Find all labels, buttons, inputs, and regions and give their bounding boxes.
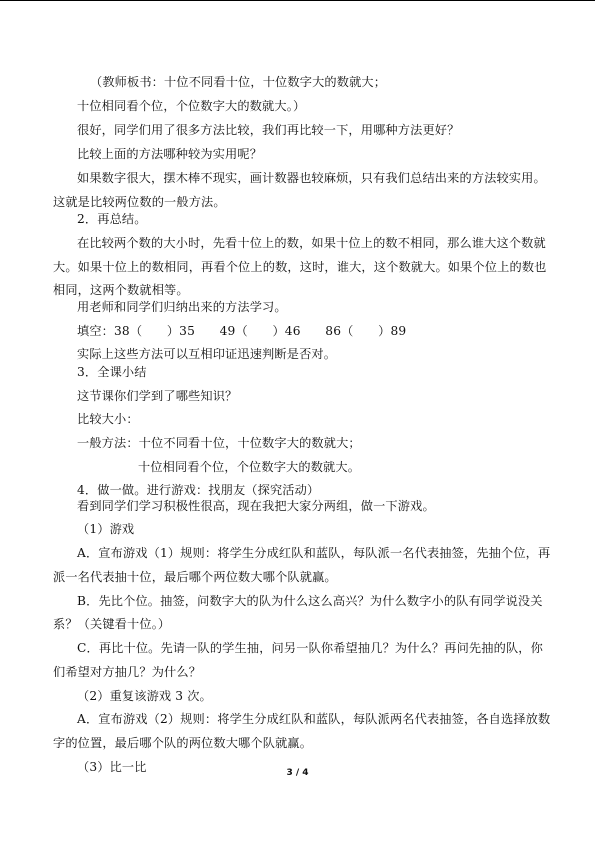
text-line: 相同，这两个数就相等。	[53, 283, 189, 297]
text-line: 大。如果十位上的数相同，再看个位上的数，这时，谁大，这个数就大。如果个位上的数也	[53, 260, 547, 274]
text-line: 这节课你们学到了哪些知识？	[77, 389, 238, 403]
page-number: 3 / 4	[286, 768, 309, 778]
section-heading: 2．再总结。	[77, 212, 147, 226]
subsection-heading: （3）比一比	[77, 760, 147, 774]
text-line: 系？（关键看十位。）	[53, 617, 171, 631]
text-line: 在比较两个数的大小时，先看十位上的数，如果十位上的数不相同，那么谁大这个数就	[77, 236, 546, 250]
text-line: 十位相同看个位，个位数字大的数就大。	[138, 460, 361, 474]
text-line: 们希望对方抽几？为什么？	[53, 665, 202, 679]
text-line: 这就是比较两位数的一般方法。	[53, 195, 226, 209]
text-line: 比较上面的方法哪种较为实用呢？	[77, 147, 263, 161]
subsection-heading: （2）重复该游戏 3 次。	[77, 689, 212, 703]
text-line: A．宣布游戏（1）规则：将学生分成红队和蓝队，每队派一名代表抽签，先抽个位，再	[77, 546, 551, 560]
text-line: 字的位置，最后哪个队的两位数大哪个队就赢。	[53, 736, 313, 750]
text-line: 一般方法：十位不同看十位，十位数字大的数就大；	[77, 436, 361, 450]
text-line: 如果数字很大，摆木棒不现实，画计数器也较麻烦，只有我们总结出来的方法较实用。	[77, 171, 546, 185]
text-line: A．宣布游戏（2）规则：将学生分成红队和蓝队，每队派两名代表抽签，各自选择放数	[77, 712, 551, 726]
section-heading: 3．全课小结	[77, 365, 147, 379]
text-line: 很好，同学们用了很多方法比较，我们再比较一下，用哪种方法更好？	[77, 123, 460, 137]
text-line: 比较大小：	[77, 412, 139, 426]
text-line: C．再比十位。先请一队的学生抽，问另一队你希望抽几？为什么？再问先抽的队，你	[77, 641, 543, 655]
text-line: B．先比个位。抽签，问数字大的队为什么这么高兴？为什么数字小的队有同学说没关	[77, 594, 543, 608]
text-line: （教师板书：十位不同看十位，十位数字大的数就大；	[90, 75, 387, 89]
subsection-heading: （1）游戏	[77, 522, 135, 536]
fill-in-exercise: 填空：38（ ）35 49（ ）46 86（ ）89	[77, 324, 407, 338]
text-line: 用老师和同学们归纳出来的方法学习。	[77, 300, 287, 314]
text-line: 实际上这些方法可以互相印证迅速判断是否对。	[77, 347, 337, 361]
section-heading: 4．做一做。进行游戏：找朋友（探究活动）	[77, 483, 320, 497]
text-line: 看到同学们学习积极性很高，现在我把大家分两组，做一下游戏。	[77, 499, 435, 513]
text-line: 派一名代表抽十位，最后哪个两位数大哪个队就赢。	[53, 570, 337, 584]
text-line: 十位相同看个位，个位数字大的数就大。）	[77, 99, 306, 113]
